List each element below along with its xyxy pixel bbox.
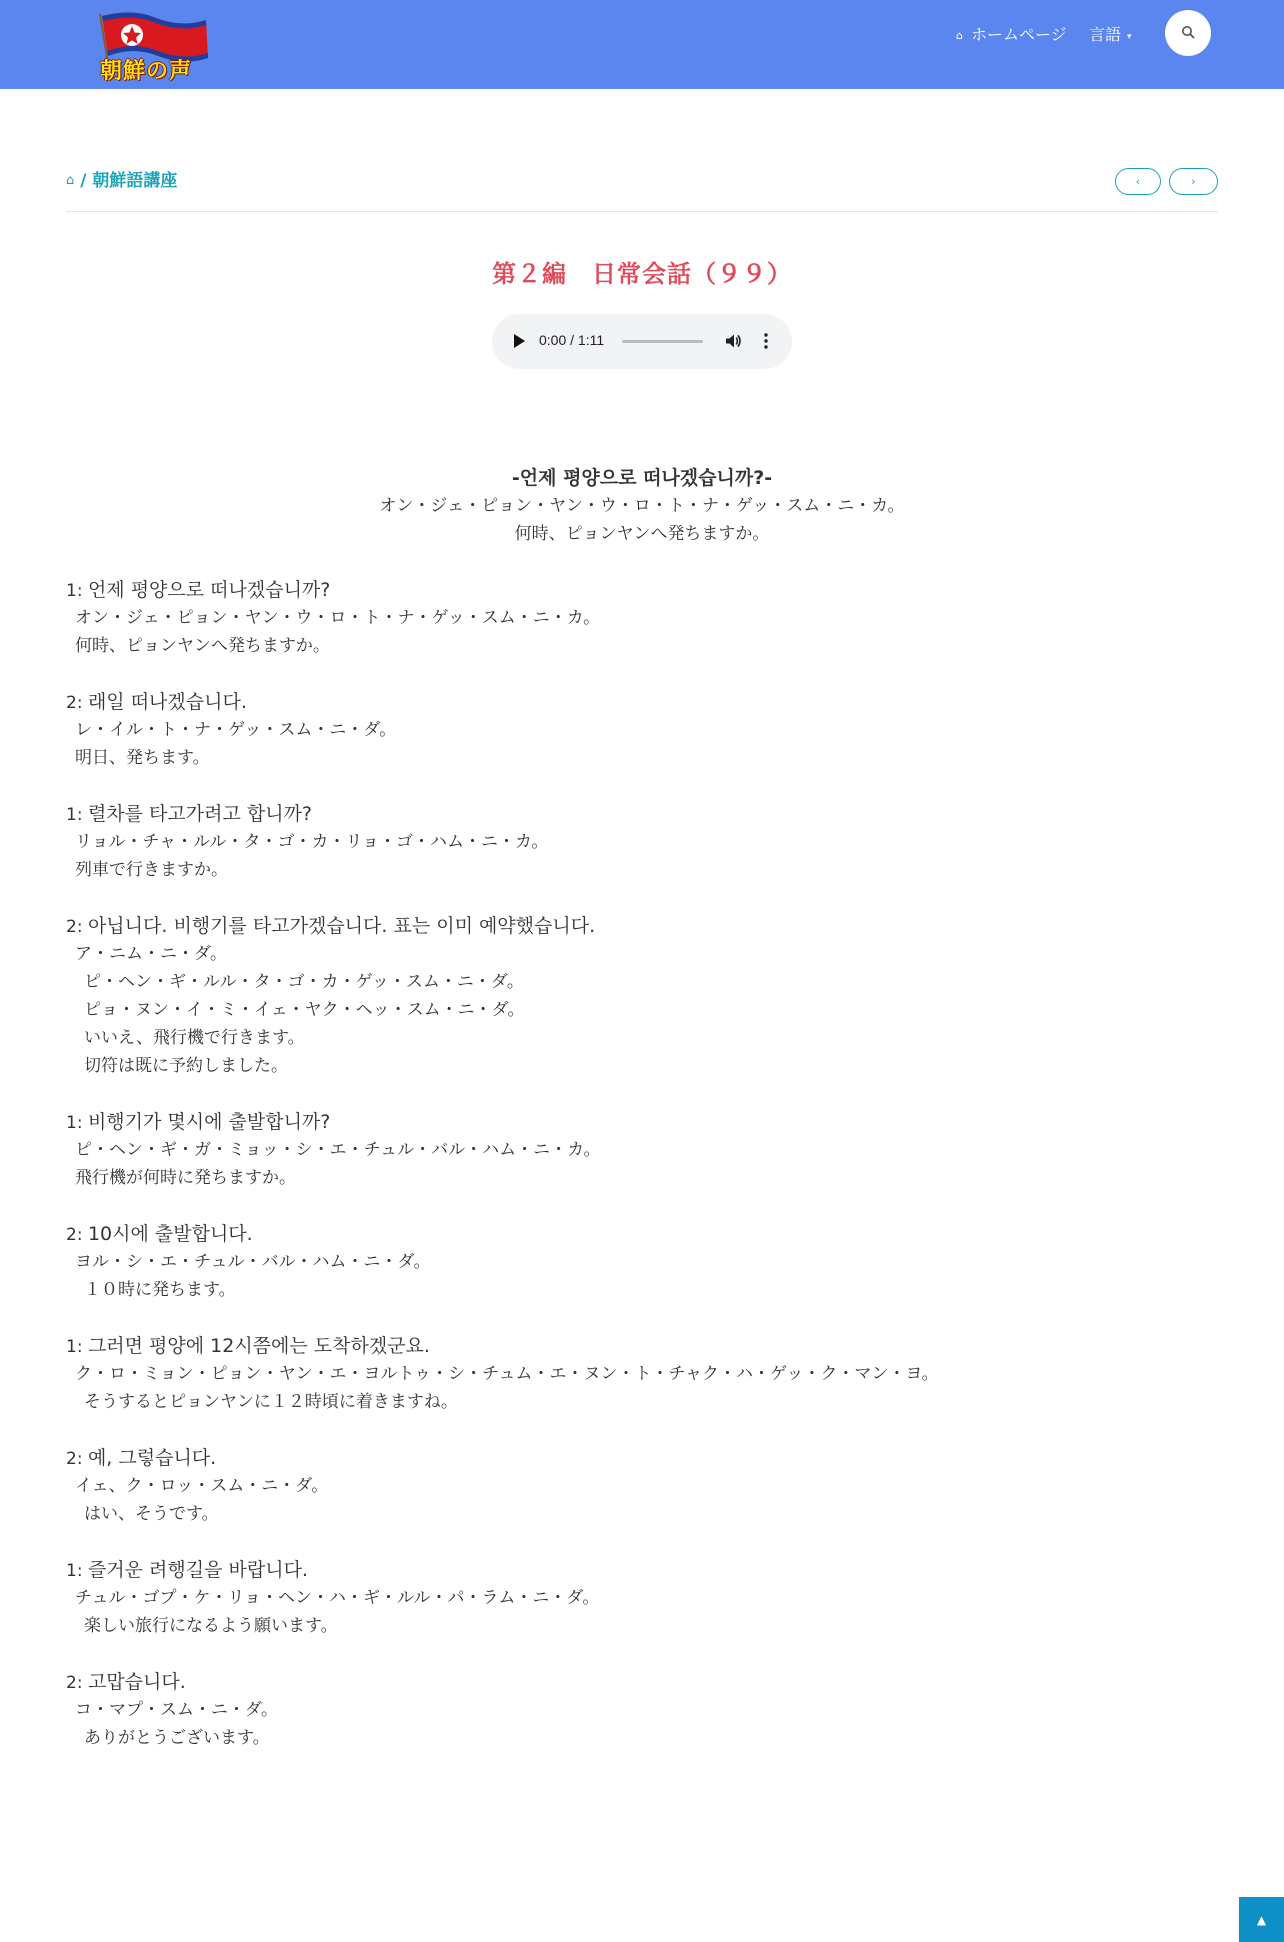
breadcrumb [66, 168, 177, 194]
dialogue-text-line: いいえ、飛行機で行きます。 [84, 1028, 305, 1048]
korean-text: 즐거운 려행길을 바랍니다. [87, 1559, 308, 1581]
speaker-number: 2: [66, 1449, 83, 1469]
dialogue-korean-line [66, 1220, 1216, 1248]
dialogue-text-line: ク・ロ・ミョン・ピョン・ヤン・エ・ヨルトゥ・シ・チュム・エ・ヌン・ト・チャク・ハ・ゲッ・ク・マン・ヨ。 [75, 1364, 939, 1384]
dialogue-text-line: 切符は既に予約しました。 [84, 1056, 288, 1076]
logo-text: 朝鮮の声 [100, 59, 193, 84]
speaker-number: 1: [66, 581, 83, 601]
dialogue-text-line: そうするとピョンヤンに１２時頃に着きますね。 [84, 1392, 458, 1412]
search-icon [1181, 25, 1195, 42]
speaker-number: 1: [66, 805, 83, 825]
dialogue-text-line: チュル・ゴプ・ケ・リョ・ヘン・ハ・ギ・ルル・パ・ラム・ニ・ダ。 [75, 1588, 600, 1608]
lesson-heading [0, 464, 1284, 548]
dialogue-text-line: １０時に発ちます。 [84, 1280, 236, 1300]
heading-reading: オン・ジェ・ピョン・ヤン・ウ・ロ・ト・ナ・ゲッ・スム・ニ・カ。 [379, 496, 905, 516]
dialogue-korean-line [66, 912, 1216, 940]
home-icon: ⌂ [956, 29, 963, 42]
page-title: 第２編 日常会話（９９） [492, 260, 792, 288]
dialogue-korean-line [66, 688, 1216, 716]
speaker-number: 2: [66, 1673, 83, 1693]
next-article-button[interactable] [1169, 168, 1218, 195]
prev-article-button[interactable] [1115, 168, 1161, 195]
dialogue-text-line: ピョ・ヌン・イ・ミ・イェ・ヤク・ヘッ・スム・ニ・ダ。 [84, 1000, 525, 1020]
dialogue-text-line: コ・マプ・スム・ニ・ダ。 [75, 1700, 278, 1720]
search-button[interactable] [1165, 10, 1211, 56]
nav-language-dropdown[interactable] [1089, 24, 1132, 46]
heading-korean: -언제 평양으로 떠나겠습니까?- [511, 467, 773, 489]
site-header [0, 0, 1284, 89]
chevron-right-icon: › [1191, 175, 1196, 188]
speaker-number: 1: [66, 1561, 83, 1581]
dialogue-text-line: ヨル・シ・エ・チュル・バル・ハム・ニ・ダ。 [75, 1252, 431, 1272]
dialogue-entry [66, 1444, 1216, 1528]
korean-text: 비행기가 몇시에 출발합니까? [87, 1111, 331, 1133]
play-icon[interactable] [514, 334, 525, 348]
dialogue-text-line: イェ、ク・ロッ・スム・ニ・ダ。 [75, 1476, 329, 1496]
site-logo[interactable] [94, 8, 212, 82]
nav-home-link[interactable] [956, 24, 1067, 46]
speaker-number: 2: [66, 1225, 83, 1245]
dialogue-korean-line [66, 1444, 1216, 1472]
dialogue-text-line: 明日、発ちます。 [75, 748, 210, 768]
audio-seek-bar[interactable] [622, 340, 703, 343]
more-options-icon[interactable] [762, 332, 770, 350]
dialogue-entry [66, 1108, 1216, 1192]
nav-home-label: ホームページ [970, 25, 1067, 44]
korean-text: 언제 평양으로 떠나겠습니까? [87, 579, 331, 601]
dialogue-entry [66, 1332, 1216, 1416]
dialogue-text-line: 列車で行きますか。 [75, 860, 228, 880]
dialogue [66, 576, 1216, 1780]
dialogue-text-line: 楽しい旅行になるよう願います。 [84, 1616, 338, 1636]
breadcrumb-separator: / [80, 171, 87, 191]
divider [66, 211, 1218, 212]
dialogue-text-line: ア・ニム・ニ・ダ。 [75, 944, 227, 964]
dialogue-text-line: 飛行機が何時に発ちますか。 [75, 1168, 296, 1188]
korean-text: 예, 그렇습니다. [87, 1447, 217, 1469]
dialogue-text-line: ピ・ヘン・ギ・ルル・タ・ゴ・カ・ゲッ・スム・ニ・ダ。 [84, 972, 524, 992]
breadcrumb-current[interactable]: 朝鮮語講座 [92, 171, 178, 191]
korean-text: 고맙습니다. [87, 1671, 186, 1693]
korean-text: 렬차를 타고가려고 합니까? [87, 803, 313, 825]
dialogue-text-line: リョル・チャ・ルル・タ・ゴ・カ・リョ・ゴ・ハム・ニ・カ。 [75, 832, 549, 852]
dialogue-entry [66, 912, 1216, 1080]
dialogue-entry [66, 800, 1216, 884]
dialogue-text-line: レ・イル・ト・ナ・ゲッ・スム・ニ・ダ。 [75, 720, 397, 740]
dialogue-korean-line [66, 800, 1216, 828]
speaker-number: 2: [66, 693, 83, 713]
heading-translation: 何時、ピョンヤンへ発ちますか。 [514, 524, 770, 544]
nav-language-label: 言語 [1089, 25, 1122, 44]
dialogue-korean-line [66, 576, 1216, 604]
dialogue-korean-line [66, 1332, 1216, 1360]
audio-time: 0:00 / 1:11 [539, 332, 605, 348]
volume-icon[interactable] [724, 332, 742, 350]
arrow-up-icon: ▲ [1256, 1912, 1267, 1927]
korean-text: 아닙니다. 비행기를 타고가겠습니다. 표는 이미 예약했습니다. [87, 915, 596, 937]
speaker-number: 2: [66, 917, 83, 937]
dialogue-entry [66, 1668, 1216, 1752]
korean-text: 래일 떠나겠습니다. [87, 691, 247, 713]
speaker-number: 1: [66, 1337, 83, 1357]
audio-player [492, 314, 792, 369]
speaker-number: 1: [66, 1113, 83, 1133]
dialogue-entry [66, 688, 1216, 772]
chevron-left-icon: ‹ [1135, 175, 1141, 188]
dialogue-text-line: ありがとうございます。 [84, 1728, 270, 1748]
dialogue-korean-line [66, 1668, 1216, 1696]
dialogue-text-line: 何時、ピョンヤンへ発ちますか。 [75, 636, 330, 656]
back-to-top-button[interactable] [1239, 1897, 1284, 1942]
dialogue-korean-line [66, 1556, 1216, 1584]
dialogue-entry [66, 1220, 1216, 1304]
korean-text: 10시에 출발합니다. [87, 1223, 253, 1245]
korean-text: 그러면 평양에 12시쯤에는 도착하겠군요. [87, 1335, 430, 1357]
caret-down-icon: ▾ [1127, 32, 1132, 42]
dialogue-text-line: オン・ジェ・ピョン・ヤン・ウ・ロ・ト・ナ・ゲッ・スム・ニ・カ。 [75, 608, 601, 628]
dialogue-entry [66, 576, 1216, 660]
dialogue-text-line: ピ・ヘン・ギ・ガ・ミョッ・シ・エ・チュル・バル・ハム・ニ・カ。 [75, 1140, 601, 1160]
breadcrumb-home-icon[interactable]: ⌂ [66, 173, 75, 188]
dialogue-korean-line [66, 1108, 1216, 1136]
dialogue-text-line: はい、そうです。 [84, 1504, 219, 1524]
dialogue-entry [66, 1556, 1216, 1640]
